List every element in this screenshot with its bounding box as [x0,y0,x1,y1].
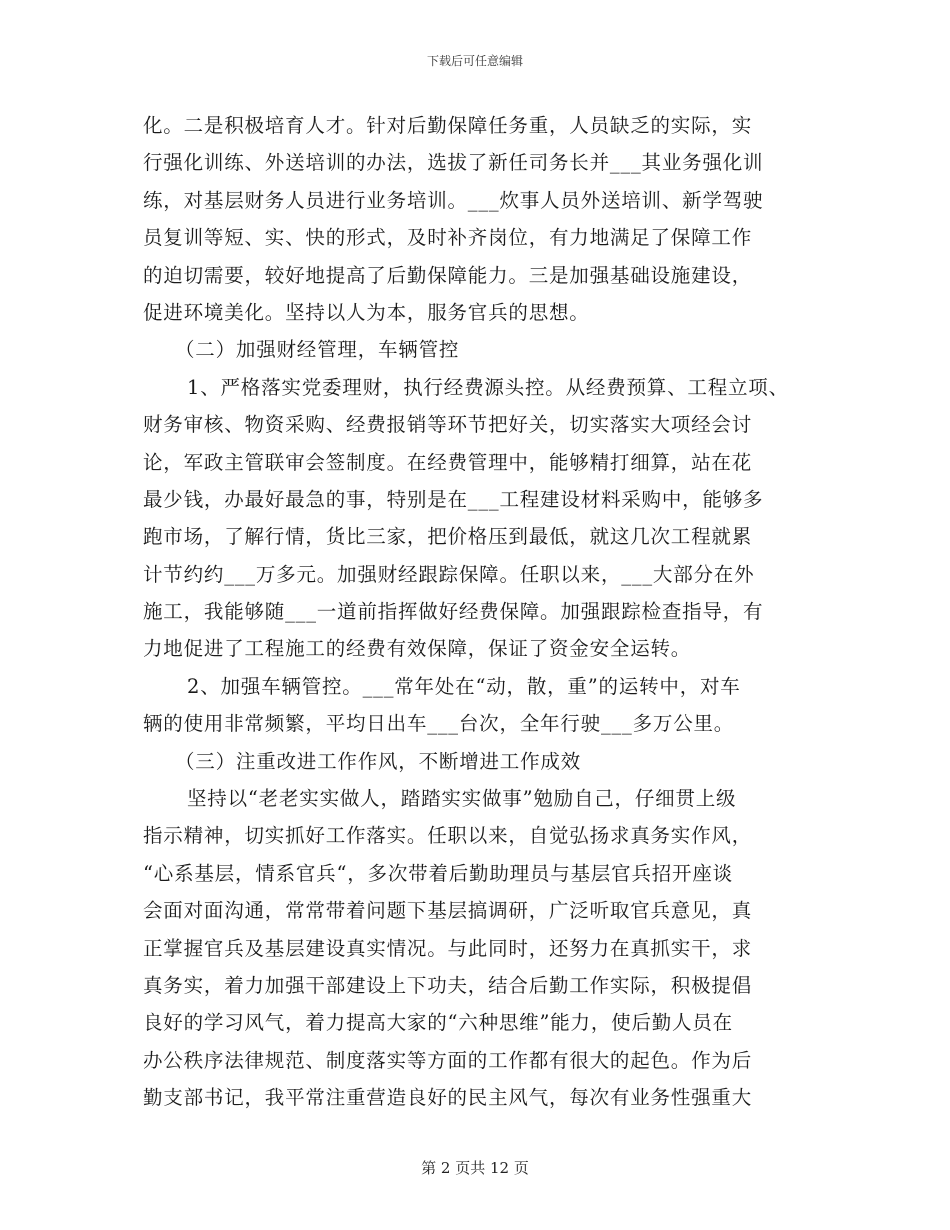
text-line: 财务审核、物资采购、经费报销等环节把好关，切实落实大项经会讨 [143,413,753,437]
text-line: 2、加强车辆管控。___常年处在“动，散，重”的运转中，对车 [187,674,741,698]
page-footer: 第 2 页共 12 页 [421,1159,529,1177]
text-line: 办公秩序法律规范、制度落实等方面的工作都有很大的起色。作为后 [143,1048,753,1072]
text-line: 勤支部书记，我平常注重营造良好的民主风气，每次有业务性强重大 [143,1086,753,1110]
text-line: 行强化训练、外送培训的办法，选拔了新任司务长并___其业务强化训 [143,151,764,175]
text-line: 跑市场，了解行情，货比三家，把价格压到最低，就这几次工程就累 [143,525,753,549]
text-line: 最少钱，办最好最急的事，特别是在___工程建设材料采购中，能够多 [143,487,764,511]
text-line: 真务实，着力加强干部建设上下功夫，结合后勤工作实际，积极提倡 [143,973,753,997]
text-line: 练，对基层财务人员进行业务培训。___炊事人员外送培训、新学驾驶 [143,188,764,212]
text-line: 力地促进了工程施工的经费有效保障，保证了资金安全运转。 [143,637,692,661]
text-line: 正掌握官兵及基层建设真实情况。与此同时，还努力在真抓实干，求 [143,936,753,960]
text-line: 的迫切需要，较好地提高了后勤保障能力。三是加强基础设施建设， [143,263,753,287]
text-line: 会面对面沟通，常常带着问题下基层搞调研，广泛听取官兵意见，真 [143,899,753,923]
text-line: 施工，我能够随___一道前指挥做好经费保障。加强跟踪检查指导，有 [143,600,764,624]
text-line: 化。二是积极培育人才。针对后勤保障任务重，人员缺乏的实际，实 [143,114,753,137]
document-body [143,107,823,1117]
page-header: 下载后可任意编辑 [426,54,523,68]
text-line: 论，军政主管联审会签制度。在经费管理中，能够精打细算，站在花 [143,450,753,474]
text-line: （三）注重改进工作作风，不断增进工作成效 [175,749,582,773]
text-line: 促进环境美化。坚持以人为本，服务官兵的思想。 [143,300,590,324]
text-line: 辆的使用非常频繁，平均日出车___台次，全年行驶___多万公里。 [143,712,735,736]
text-line: 计节约约___万多元。加强财经跟踪保障。任职以来，___大部分在外 [143,562,755,586]
text-line: 坚持以“老老实实做人，踏踏实实做事”勉励自己，仔细贯上级 [187,787,737,811]
text-line: 1、严格落实党委理财，执行经费源头控。从经费预算、工程立项、 [187,375,789,399]
text-line: 良好的学习风气，着力提高大家的“六种思维”能力，使后勤人员在 [143,1011,733,1035]
text-line: 员复训等短、实、快的形式，及时补齐岗位，有力地满足了保障工作 [143,226,753,250]
text-line: （二）加强财经管理，车辆管控 [175,338,460,362]
text-line: 指示精神，切实抓好工作落实。任职以来，自觉弘扬求真务实作风， [143,824,753,848]
text-line: “心系基层，情系官兵“，多次带着后勤助理员与基层官兵招开座谈 [143,861,733,885]
